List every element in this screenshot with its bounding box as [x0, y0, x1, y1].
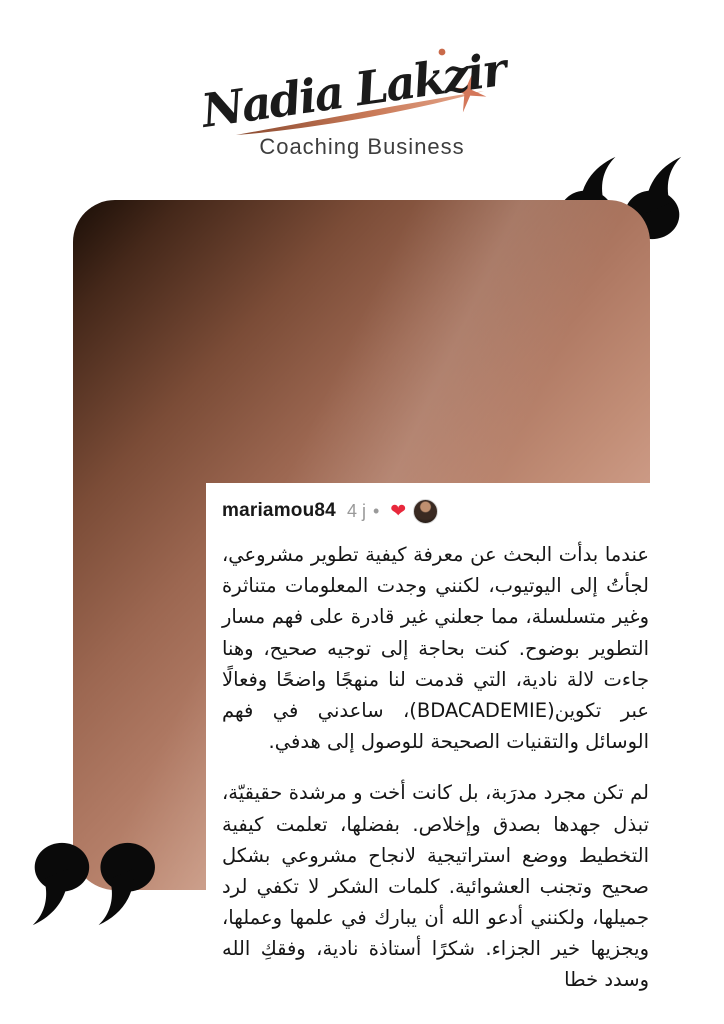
comment-paragraph-2: لم تكن مجرد مدرَبة، بل كانت أخت و مرشدة حقيقيّة، تبذل جهدها بصدق وإخلاص. بفضلها، تعلمت كيفية التخطيط ووضع استراتيجية لانجاح مشروعي بشكل صحيح وتجنب العشوائية. كلمات الشكر لا تكفي لرد جميلها، ولكنني أدعو الله أن يبارك في علمها وعملها، ويجزيها خير الجزاء. شكرًا أستاذة نادية، وفقكِ الله وسدد خطا [222, 781, 649, 992]
close-quote-icon [30, 842, 154, 926]
avatar[interactable] [413, 499, 438, 524]
comment-header [222, 497, 649, 525]
brand-name: Nadia Lakzir [198, 42, 509, 139]
signature-graphic [198, 36, 509, 140]
dot-separator: • [372, 500, 380, 521]
comment-card [206, 483, 665, 1000]
heart-icon[interactable]: ❤ [390, 500, 407, 522]
comment-body [222, 539, 649, 996]
comment-timestamp: 4 j [346, 500, 366, 521]
brand-tagline: Coaching Business [259, 134, 465, 159]
rose-gold-panel [73, 200, 650, 992]
brand-logo [198, 36, 509, 140]
comment-paragraph-1: عندما بدأت البحث عن معرفة كيفية تطوير مشروعي، لجأتُ إلى اليوتيوب، لكنني وجدت المعلومات متناثرة وغير متسلسلة، مما جعلني غير قادرة على فهم مسار التطوير بوضوح. كنت بحاجة إلى توجيه صحيح، وهنا جاءت لالة نادية، التي قدمت لنا منهجًا واضحًا وفعالًا عبر تكوين(BDACADEMIE)، ساعدني في فهم الوسائل والتقنيات الصحيحة للوصول إلى هدفي. [222, 543, 649, 754]
comment-username[interactable]: mariamou84 [222, 500, 336, 521]
